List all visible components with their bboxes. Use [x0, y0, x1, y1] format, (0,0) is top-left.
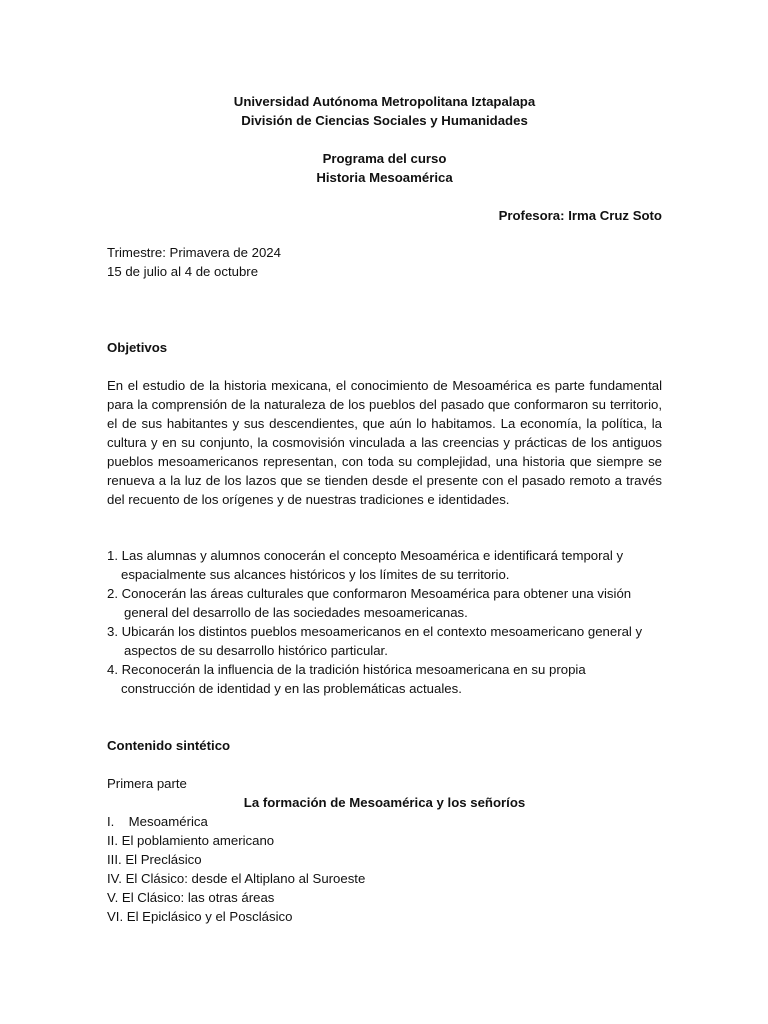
university-name: Universidad Autónoma Metropolitana Iztapalapa	[233, 94, 536, 109]
unit-title: El Epiclásico y el Posclásico	[126, 909, 293, 924]
term-info	[107, 243, 662, 281]
unit-item	[107, 869, 662, 888]
unit-title: El Preclásico	[125, 852, 202, 867]
unit-item	[107, 831, 662, 850]
objectives-heading: Objetivos	[107, 340, 168, 355]
units-list	[107, 812, 662, 926]
objectives-list	[107, 546, 662, 698]
unit-title: El poblamiento americano	[121, 833, 275, 848]
course-title: Historia Mesoamérica	[316, 170, 453, 185]
trimester-text: Trimestre: Primavera de 2024	[107, 245, 281, 260]
part-title: La formación de Mesoamérica y los señoríos	[243, 795, 526, 810]
unit-title: Mesoamérica	[128, 814, 208, 829]
unit-number: IV.	[107, 871, 122, 886]
part-label: Primera parte	[107, 776, 187, 791]
unit-title: El Clásico: las otras áreas	[121, 890, 275, 905]
objectives-intro-paragraph: En el estudio de la historia mexicana, el conocimiento de Mesoamérica es parte fundamental para la comprensión de la naturaleza de los pueblos del pasado que conformaron su territorio, el de sus habitantes y sus descendientes, que aún lo habitamos. La economía, la política, la cultura y en su conjunto, la cosmovisión vinculada a las creencias y prácticas de los antiguos pueblos mesoamericanos representan, con toda su complejidad, una historia que siempre se renueva a la luz de los lazos que se tienden desde el presente con el pasado remoto a través del recuento de los orígenes y de nuestras tradiciones e identidades.	[107, 378, 662, 507]
unit-number: VI.	[107, 909, 124, 924]
unit-number: II.	[107, 833, 118, 848]
program-label: Programa del curso	[322, 151, 447, 166]
professor-name: Profesora: Irma Cruz Soto	[498, 208, 662, 223]
document-header	[107, 92, 662, 225]
objective-item: 2. Conocerán las áreas culturales que conformaron Mesoamérica para obtener una visión general del desarrollo de las sociedades mesoamericanas.	[107, 586, 632, 620]
unit-number: I.	[107, 814, 115, 829]
unit-number: V.	[107, 890, 119, 905]
unit-item	[107, 888, 662, 907]
unit-title: El Clásico: desde el Altiplano al Suroeste	[125, 871, 366, 886]
date-range-text: 15 de julio al 4 de octubre	[107, 264, 259, 279]
unit-number: III.	[107, 852, 122, 867]
division-name: División de Ciencias Sociales y Humanidades	[241, 113, 528, 128]
unit-item	[107, 850, 662, 869]
objective-item: 4. Reconocerán la influencia de la tradición histórica mesoamericana en su propia construcción de identidad y en las problemáticas actuales.	[107, 662, 586, 696]
objective-item: 1. Las alumnas y alumnos conocerán el concepto Mesoamérica e identificará temporal y espacialmente sus alcances históricos y los límites de su territorio.	[107, 548, 624, 582]
content-heading: Contenido sintético	[107, 738, 231, 753]
objective-item: 3. Ubicarán los distintos pueblos mesoamericanos en el contexto mesoamericano general y aspectos de su desarrollo histórico particular.	[107, 624, 643, 658]
unit-item	[107, 907, 662, 926]
unit-item	[107, 812, 662, 831]
